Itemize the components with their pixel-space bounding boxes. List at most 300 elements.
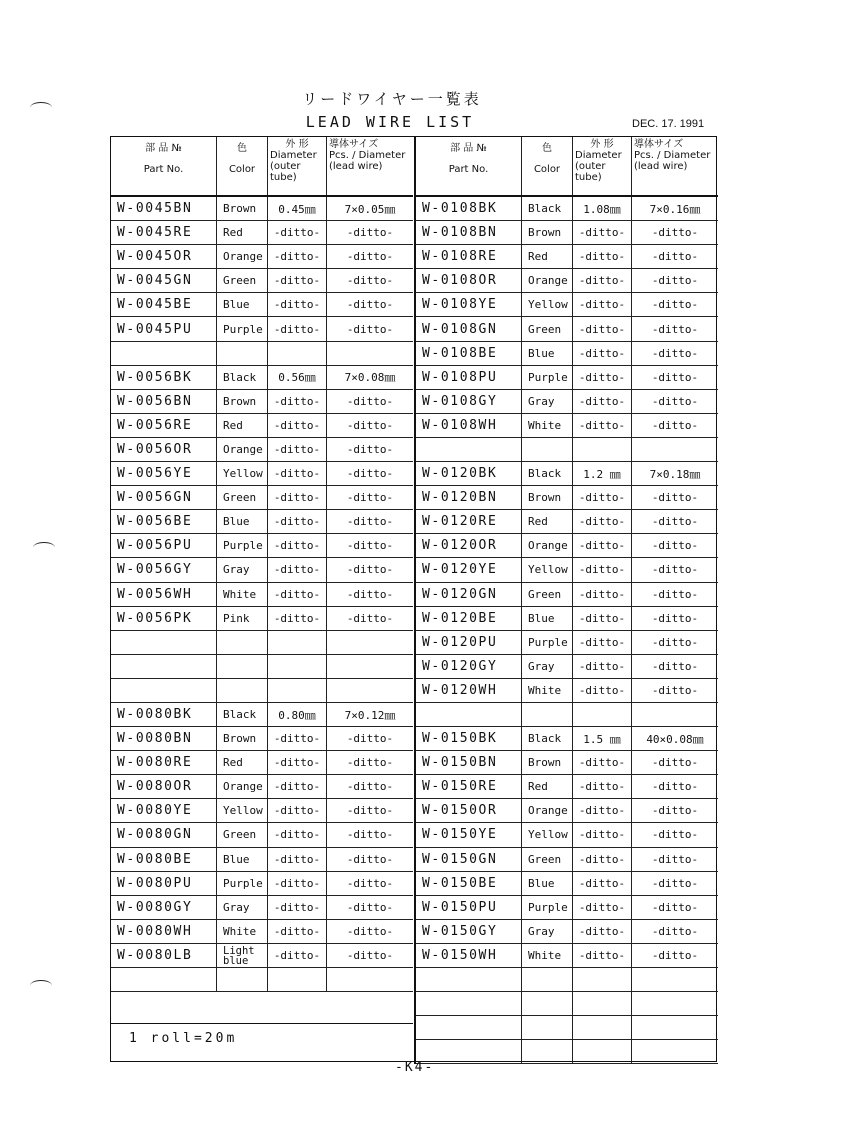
pcs-diameter-cell: -ditto- [651,491,699,505]
table-row [416,968,718,992]
table-row [416,510,718,534]
table-row [416,848,718,872]
pcs-diameter-cell: -ditto- [651,924,699,938]
diameter-cell: -ditto- [573,414,632,437]
pcs-diameter-cell: -ditto- [651,346,699,360]
page-number: -K4- [395,1060,435,1075]
pcs-diameter-cell: -ditto- [346,491,394,505]
part-number-cell: W-0080BK [111,703,217,726]
color-cell: Gray [217,558,268,581]
diameter-cell [573,1016,632,1039]
color-cell: Orange [217,775,268,798]
color-cell: Gray [522,390,573,413]
pcs-diameter-cell: -ditto- [651,635,699,649]
color-cell: Gray [522,920,573,943]
table-row [416,823,718,847]
part-number-cell: W-0045BN [111,197,217,220]
color-cell: Purple [522,366,573,389]
color-cell: Blue [217,510,268,533]
table-row [111,896,413,920]
color-cell: Green [217,823,268,846]
part-number-cell: W-0120YE [416,558,522,581]
header-pcs: 導体サイズ Pcs. / Diameter (lead wire) [329,139,406,172]
table-row [416,438,718,462]
part-number-cell: W-0120BE [416,607,522,630]
color-cell: Brown [522,486,573,509]
table-row [111,679,413,703]
table-row [111,558,413,582]
diameter-cell: -ditto- [268,414,327,437]
part-number-cell: W-0120BN [416,486,522,509]
pcs-diameter-cell: -ditto- [651,948,699,962]
diameter-cell: -ditto- [573,944,632,967]
diameter-cell [268,968,327,991]
color-cell: White [217,920,268,943]
part-number-cell: W-0150WH [416,944,522,967]
color-cell: Green [217,269,268,292]
color-cell: Blue [522,872,573,895]
pcs-diameter-cell [327,342,413,365]
pcs-diameter-cell: -ditto- [346,563,394,577]
color-cell [522,438,573,461]
pcs-diameter-cell: -ditto- [651,226,699,240]
diameter-cell: -ditto- [268,534,327,557]
diameter-cell: -ditto- [573,583,632,606]
part-number-cell: W-0045OR [111,245,217,268]
color-cell: Yellow [217,799,268,822]
table-row [416,1040,718,1064]
diameter-cell: -ditto- [573,872,632,895]
color-cell [522,992,573,1015]
pcs-diameter-cell: -ditto- [651,683,699,697]
diameter-cell: -ditto- [573,920,632,943]
table-row [416,944,718,968]
part-number-cell: W-0150YE [416,823,522,846]
diameter-cell [573,992,632,1015]
pcs-diameter-cell [327,655,413,678]
diameter-cell [573,968,632,991]
table-right-half [414,137,718,1064]
part-number-cell: W-0150PU [416,896,522,919]
pcs-diameter-cell: -ditto- [346,828,394,842]
color-cell: Red [522,775,573,798]
table-row [416,607,718,631]
title-japanese: リードワイヤー一覧表 [302,90,482,108]
table-row [111,968,413,992]
document-date: DEC. 17. 1991 [632,118,705,130]
table-row [111,607,413,631]
pcs-diameter-cell: -ditto- [651,900,699,914]
table-row [416,799,718,823]
table-row [111,245,413,269]
pcs-diameter-cell: -ditto- [651,876,699,890]
diameter-cell: -ditto- [268,872,327,895]
header-diameter: 外 形 Diameter (outer tube) [573,137,632,195]
color-cell: Gray [217,896,268,919]
color-cell: Red [522,245,573,268]
table-row [111,197,413,221]
color-cell: Orange [522,799,573,822]
part-number-cell: W-0056YE [111,462,217,485]
color-cell [522,703,573,726]
part-number-cell: W-0080LB [111,944,217,967]
pcs-diameter-cell: -ditto- [651,852,699,866]
diameter-cell [573,1040,632,1063]
pcs-diameter-cell: -ditto- [651,611,699,625]
color-cell: Light blue [217,944,268,967]
color-cell: Brown [522,221,573,244]
part-number-cell: W-0120GN [416,583,522,606]
punch-hole-mark [30,102,52,113]
table-row [416,679,718,703]
color-cell: Yellow [522,293,573,316]
diameter-cell: -ditto- [573,486,632,509]
table-row [416,655,718,679]
diameter-cell: -ditto- [573,631,632,654]
table-header [111,137,413,197]
pcs-diameter-cell: -ditto- [651,298,699,312]
pcs-diameter-cell: -ditto- [346,587,394,601]
table-row [416,486,718,510]
pcs-diameter-cell [632,1016,718,1039]
diameter-cell: -ditto- [268,607,327,630]
table-body-left [111,197,413,992]
pcs-diameter-cell [327,968,413,991]
color-cell: Purple [217,872,268,895]
table-row [111,920,413,944]
color-cell: White [522,944,573,967]
color-cell: Blue [217,848,268,871]
part-number-cell: W-0045BE [111,293,217,316]
pcs-diameter-cell: 40×0.08㎜ [646,732,704,746]
color-cell: Blue [217,293,268,316]
diameter-cell: 0.80㎜ [268,703,327,726]
part-number-cell: W-0150RE [416,775,522,798]
pcs-diameter-cell: -ditto- [346,226,394,240]
part-number-cell: W-0108OR [416,269,522,292]
color-cell [217,342,268,365]
pcs-diameter-cell [632,438,718,461]
pcs-diameter-cell: -ditto- [346,611,394,625]
part-number-cell: W-0150GY [416,920,522,943]
diameter-cell: -ditto- [268,751,327,774]
part-number-cell [416,438,522,461]
diameter-cell: -ditto- [268,390,327,413]
table-row [111,510,413,534]
pcs-diameter-cell: -ditto- [346,274,394,288]
part-number-cell [416,992,522,1015]
roll-length-note: 1 roll=20m [111,1023,413,1053]
diameter-cell: -ditto- [268,727,327,750]
color-cell: Brown [217,390,268,413]
part-number-cell: W-0056PK [111,607,217,630]
diameter-cell: -ditto- [268,799,327,822]
color-cell: Brown [217,727,268,750]
color-cell: Red [522,510,573,533]
header-color: 色 Color [522,137,573,195]
punch-hole-mark [33,542,55,553]
color-cell: Purple [522,631,573,654]
color-cell [217,968,268,991]
part-number-cell: W-0108RE [416,245,522,268]
pcs-diameter-cell: -ditto- [651,515,699,529]
part-number-cell [111,968,217,991]
pcs-diameter-cell: -ditto- [651,828,699,842]
part-number-cell: W-0120GY [416,655,522,678]
table-row [416,727,718,751]
pcs-diameter-cell: -ditto- [651,659,699,673]
table-row [416,558,718,582]
part-number-cell: W-0045GN [111,269,217,292]
part-number-cell: W-0080RE [111,751,217,774]
table-row [111,727,413,751]
table-row [416,631,718,655]
part-number-cell: W-0080YE [111,799,217,822]
diameter-cell: -ditto- [268,775,327,798]
color-cell: Black [217,366,268,389]
table-row [416,245,718,269]
pcs-diameter-cell: -ditto- [346,442,394,456]
pcs-diameter-cell [327,631,413,654]
pcs-diameter-cell: -ditto- [651,274,699,288]
table-row [111,390,413,414]
pcs-diameter-cell: -ditto- [346,948,394,962]
part-number-cell: W-0108BN [416,221,522,244]
header-part-no: 部 品 № Part No. [416,137,522,195]
color-cell: Red [217,414,268,437]
part-number-cell [111,631,217,654]
diameter-cell: -ditto- [573,342,632,365]
diameter-cell: -ditto- [268,317,327,340]
diameter-cell: -ditto- [268,462,327,485]
color-cell: Yellow [522,558,573,581]
pcs-diameter-cell: 7×0.08㎜ [344,371,396,385]
part-number-cell: W-0080BN [111,727,217,750]
part-number-cell: W-0120BK [416,462,522,485]
color-cell: Orange [217,245,268,268]
diameter-cell: 0.56㎜ [268,366,327,389]
table-row [111,414,413,438]
color-cell: Orange [522,534,573,557]
diameter-cell: -ditto- [573,293,632,316]
color-cell: White [522,679,573,702]
color-cell: Gray [522,655,573,678]
diameter-cell: 1.08㎜ [573,197,632,220]
part-number-cell: W-0120OR [416,534,522,557]
diameter-cell: -ditto- [573,679,632,702]
pcs-diameter-cell: -ditto- [651,539,699,553]
pcs-diameter-cell: -ditto- [346,394,394,408]
part-number-cell: W-0056GY [111,558,217,581]
diameter-cell: -ditto- [573,896,632,919]
table-row [111,486,413,510]
diameter-cell: -ditto- [573,269,632,292]
diameter-cell: -ditto- [268,486,327,509]
pcs-diameter-cell [632,1040,718,1063]
table-row [111,631,413,655]
diameter-cell: -ditto- [573,245,632,268]
pcs-diameter-cell: -ditto- [651,250,699,264]
color-cell: Brown [522,751,573,774]
table-row [416,751,718,775]
diameter-cell [268,679,327,702]
table-row [416,390,718,414]
pcs-diameter-cell: -ditto- [346,804,394,818]
part-number-cell: W-0080OR [111,775,217,798]
part-number-cell: W-0056GN [111,486,217,509]
pcs-diameter-cell: -ditto- [651,587,699,601]
part-number-cell: W-0108GY [416,390,522,413]
part-number-cell: W-0108BE [416,342,522,365]
pcs-diameter-cell: 7×0.18㎜ [649,467,701,481]
part-number-cell: W-0108PU [416,366,522,389]
color-cell: Green [522,848,573,871]
part-number-cell: W-0080WH [111,920,217,943]
table-row [416,317,718,341]
header-part-no: 部 品 № Part No. [111,137,217,195]
diameter-cell: -ditto- [268,848,327,871]
part-number-cell [416,1016,522,1039]
color-cell: Black [217,703,268,726]
part-number-cell: W-0056BK [111,366,217,389]
diameter-cell: -ditto- [573,655,632,678]
part-number-cell: W-0120WH [416,679,522,702]
part-number-cell: W-0108BK [416,197,522,220]
table-row [416,197,718,221]
diameter-cell: -ditto- [573,221,632,244]
table-row [111,775,413,799]
table-row [111,799,413,823]
color-cell [522,1016,573,1039]
color-cell: Purple [217,534,268,557]
pcs-diameter-cell: -ditto- [346,900,394,914]
part-number-cell: W-0150BN [416,751,522,774]
color-cell: Black [522,727,573,750]
pcs-diameter-cell: -ditto- [346,732,394,746]
pcs-diameter-cell: -ditto- [651,370,699,384]
color-cell: Yellow [522,823,573,846]
table-row [111,583,413,607]
pcs-diameter-cell [327,679,413,702]
part-number-cell: W-0080GN [111,823,217,846]
diameter-cell: -ditto- [268,245,327,268]
color-cell: Purple [522,896,573,919]
diameter-cell: -ditto- [573,799,632,822]
pcs-diameter-cell: 7×0.16㎜ [649,202,701,216]
part-number-cell [111,342,217,365]
color-cell [217,655,268,678]
diameter-cell [573,703,632,726]
pcs-diameter-cell: -ditto- [651,418,699,432]
color-cell: Green [217,486,268,509]
table-row [111,944,413,968]
diameter-cell: -ditto- [573,558,632,581]
diameter-cell: -ditto- [268,438,327,461]
part-number-cell: W-0056PU [111,534,217,557]
table-row [111,366,413,390]
color-cell: White [522,414,573,437]
table-row [416,1016,718,1040]
diameter-cell: -ditto- [573,317,632,340]
table-row [416,775,718,799]
header-color: 色 Color [217,137,268,195]
diameter-cell: -ditto- [268,558,327,581]
pcs-diameter-cell: -ditto- [651,322,699,336]
pcs-diameter-cell: -ditto- [346,467,394,481]
table-row [416,414,718,438]
part-number-cell: W-0080GY [111,896,217,919]
color-cell: Black [522,462,573,485]
diameter-cell [268,342,327,365]
part-number-cell: W-0080PU [111,872,217,895]
diameter-cell: -ditto- [573,607,632,630]
table-row [416,269,718,293]
part-number-cell [416,968,522,991]
diameter-cell: -ditto- [573,751,632,774]
diameter-cell: -ditto- [268,944,327,967]
pcs-diameter-cell: 7×0.12㎜ [344,708,396,722]
color-cell: Yellow [217,462,268,485]
part-number-cell: W-0056WH [111,583,217,606]
part-number-cell: W-0045RE [111,221,217,244]
table-header [416,137,718,197]
pcs-diameter-cell [632,703,718,726]
table-row [416,534,718,558]
pcs-diameter-cell: -ditto- [346,924,394,938]
part-number-cell: W-0150GN [416,848,522,871]
diameter-cell: -ditto- [268,269,327,292]
diameter-cell: -ditto- [573,390,632,413]
color-cell: Black [522,197,573,220]
color-cell: Brown [217,197,268,220]
color-cell [217,679,268,702]
table-row [111,703,413,727]
color-cell: Purple [217,317,268,340]
punch-hole-mark [30,980,52,991]
diameter-cell: -ditto- [573,848,632,871]
diameter-cell: -ditto- [268,221,327,244]
title-english: LEAD WIRE LIST [305,113,475,131]
diameter-cell: -ditto- [268,510,327,533]
part-number-cell: W-0056BN [111,390,217,413]
pcs-diameter-cell: -ditto- [651,780,699,794]
lead-wire-table [110,136,717,1062]
diameter-cell: -ditto- [573,366,632,389]
color-cell: Orange [217,438,268,461]
diameter-cell: -ditto- [268,920,327,943]
part-number-cell [111,655,217,678]
part-number-cell: W-0056BE [111,510,217,533]
diameter-cell: -ditto- [268,896,327,919]
color-cell [522,968,573,991]
header-pcs: 導体サイズ Pcs. / Diameter (lead wire) [634,139,711,172]
part-number-cell: W-0080BE [111,848,217,871]
part-number-cell: W-0056RE [111,414,217,437]
diameter-cell: -ditto- [268,583,327,606]
table-row [111,751,413,775]
diameter-cell: -ditto- [573,534,632,557]
table-row [416,872,718,896]
part-number-cell: W-0120RE [416,510,522,533]
table-row [416,992,718,1016]
table-row [111,438,413,462]
table-row [416,920,718,944]
diameter-cell: 1.5 ㎜ [573,727,632,750]
table-row [416,221,718,245]
part-number-cell: W-0150OR [416,799,522,822]
table-row [416,462,718,486]
color-cell: Blue [522,342,573,365]
